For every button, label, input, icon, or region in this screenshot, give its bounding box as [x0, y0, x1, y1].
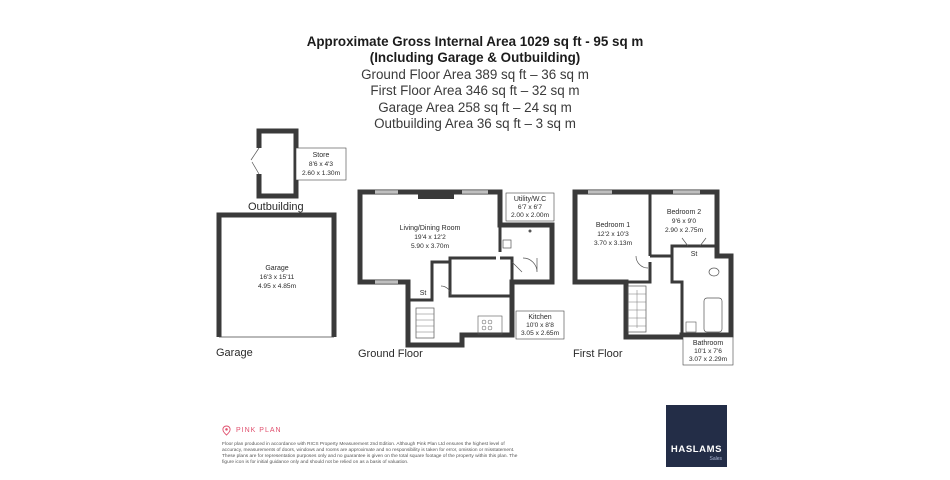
pink-plan-logo: [222, 425, 282, 436]
ground-floor-label: Ground Floor: [358, 348, 423, 360]
location-pin-icon: [222, 425, 231, 436]
ground-floor-area: Ground Floor Area 389 sq ft – 36 sq m: [361, 66, 589, 82]
bedroom2-metric: 2.90 x 2.75m: [664, 227, 704, 234]
gross-area-subtitle: (Including Garage & Outbuilding): [369, 50, 581, 66]
garage-area: Garage Area 258 sq ft – 24 sq m: [378, 99, 572, 115]
garage-name: Garage: [265, 265, 289, 272]
store-name: Store: [312, 152, 330, 159]
first-floor-area: First Floor Area 346 sq ft – 32 sq m: [370, 83, 580, 99]
outbuilding-label: Outbuilding: [248, 201, 304, 213]
living-metric: 5.90 x 3.70m: [410, 243, 450, 250]
store-imperial: 8'6 x 4'3: [308, 161, 334, 168]
bathroom-metric: 3.07 x 2.29m: [688, 356, 728, 363]
outbuilding-plan: [248, 131, 346, 213]
first-floor-label: First Floor: [573, 348, 623, 360]
pink-plan-logo-text: PINK PLAN: [236, 427, 282, 434]
garage-imperial: 16'3 x 15'11: [259, 274, 295, 281]
living-imperial: 19'4 x 12'2: [414, 234, 446, 241]
gross-area-title: Approximate Gross Internal Area 1029 sq ft - 95 sq m: [306, 34, 644, 49]
brand-subtitle: Sales: [709, 456, 722, 462]
ground-store-name: St: [419, 290, 427, 297]
first-staircase: [628, 286, 646, 332]
ground-floor-plan: [358, 192, 564, 360]
first-floor-plan: [573, 192, 733, 365]
bedroom1-imperial: 12'2 x 10'3: [597, 231, 629, 238]
bedroom2-name: Bedroom 2: [666, 209, 702, 216]
garage-label: Garage: [216, 347, 253, 359]
bathroom-name: Bathroom: [692, 340, 724, 347]
outbuilding-area: Outbuilding Area 36 sq ft – 3 sq m: [374, 116, 576, 132]
ground-staircase: [416, 308, 434, 338]
kitchen-imperial: 10'0 x 8'8: [526, 322, 554, 329]
bathroom-imperial: 10'1 x 7'6: [694, 348, 722, 355]
haslams-logo: [666, 405, 727, 467]
disclaimer-text: Floor plan produced in accordance with RICS Property Measurement 2nd Edition. Although Pink Plan Ltd ensures the highest level of accuracy, measurements of doors, windows and rooms are approximate and no responsibility is taken for error, omission or misstatement. These plans are for representation purposes only and no guarantee is given on the total square footage of the property within this plan. The figure icon is for initial guidance only and should not be relied on as a basis of valuation.: [222, 442, 518, 465]
first-store-name: St: [690, 251, 698, 258]
living-name: Living/Dining Room: [399, 225, 461, 232]
utility-metric: 2.00 x 2.00m: [510, 212, 550, 219]
bedroom2-imperial: 9'6 x 9'0: [671, 218, 697, 225]
bedroom1-name: Bedroom 1: [595, 222, 631, 229]
bedroom1-metric: 3.70 x 3.13m: [593, 240, 633, 247]
utility-name: Utility/W.C: [513, 196, 547, 203]
garage-metric: 4.95 x 4.85m: [257, 283, 297, 290]
store-metric: 2.60 x 1.30m: [301, 170, 341, 177]
utility-imperial: 6'7 x 6'7: [517, 204, 543, 211]
brand-name: HASLAMS: [670, 444, 723, 455]
kitchen-metric: 3.05 x 2.65m: [520, 330, 560, 337]
kitchen-name: Kitchen: [528, 314, 552, 321]
garage-plan: [216, 215, 334, 359]
